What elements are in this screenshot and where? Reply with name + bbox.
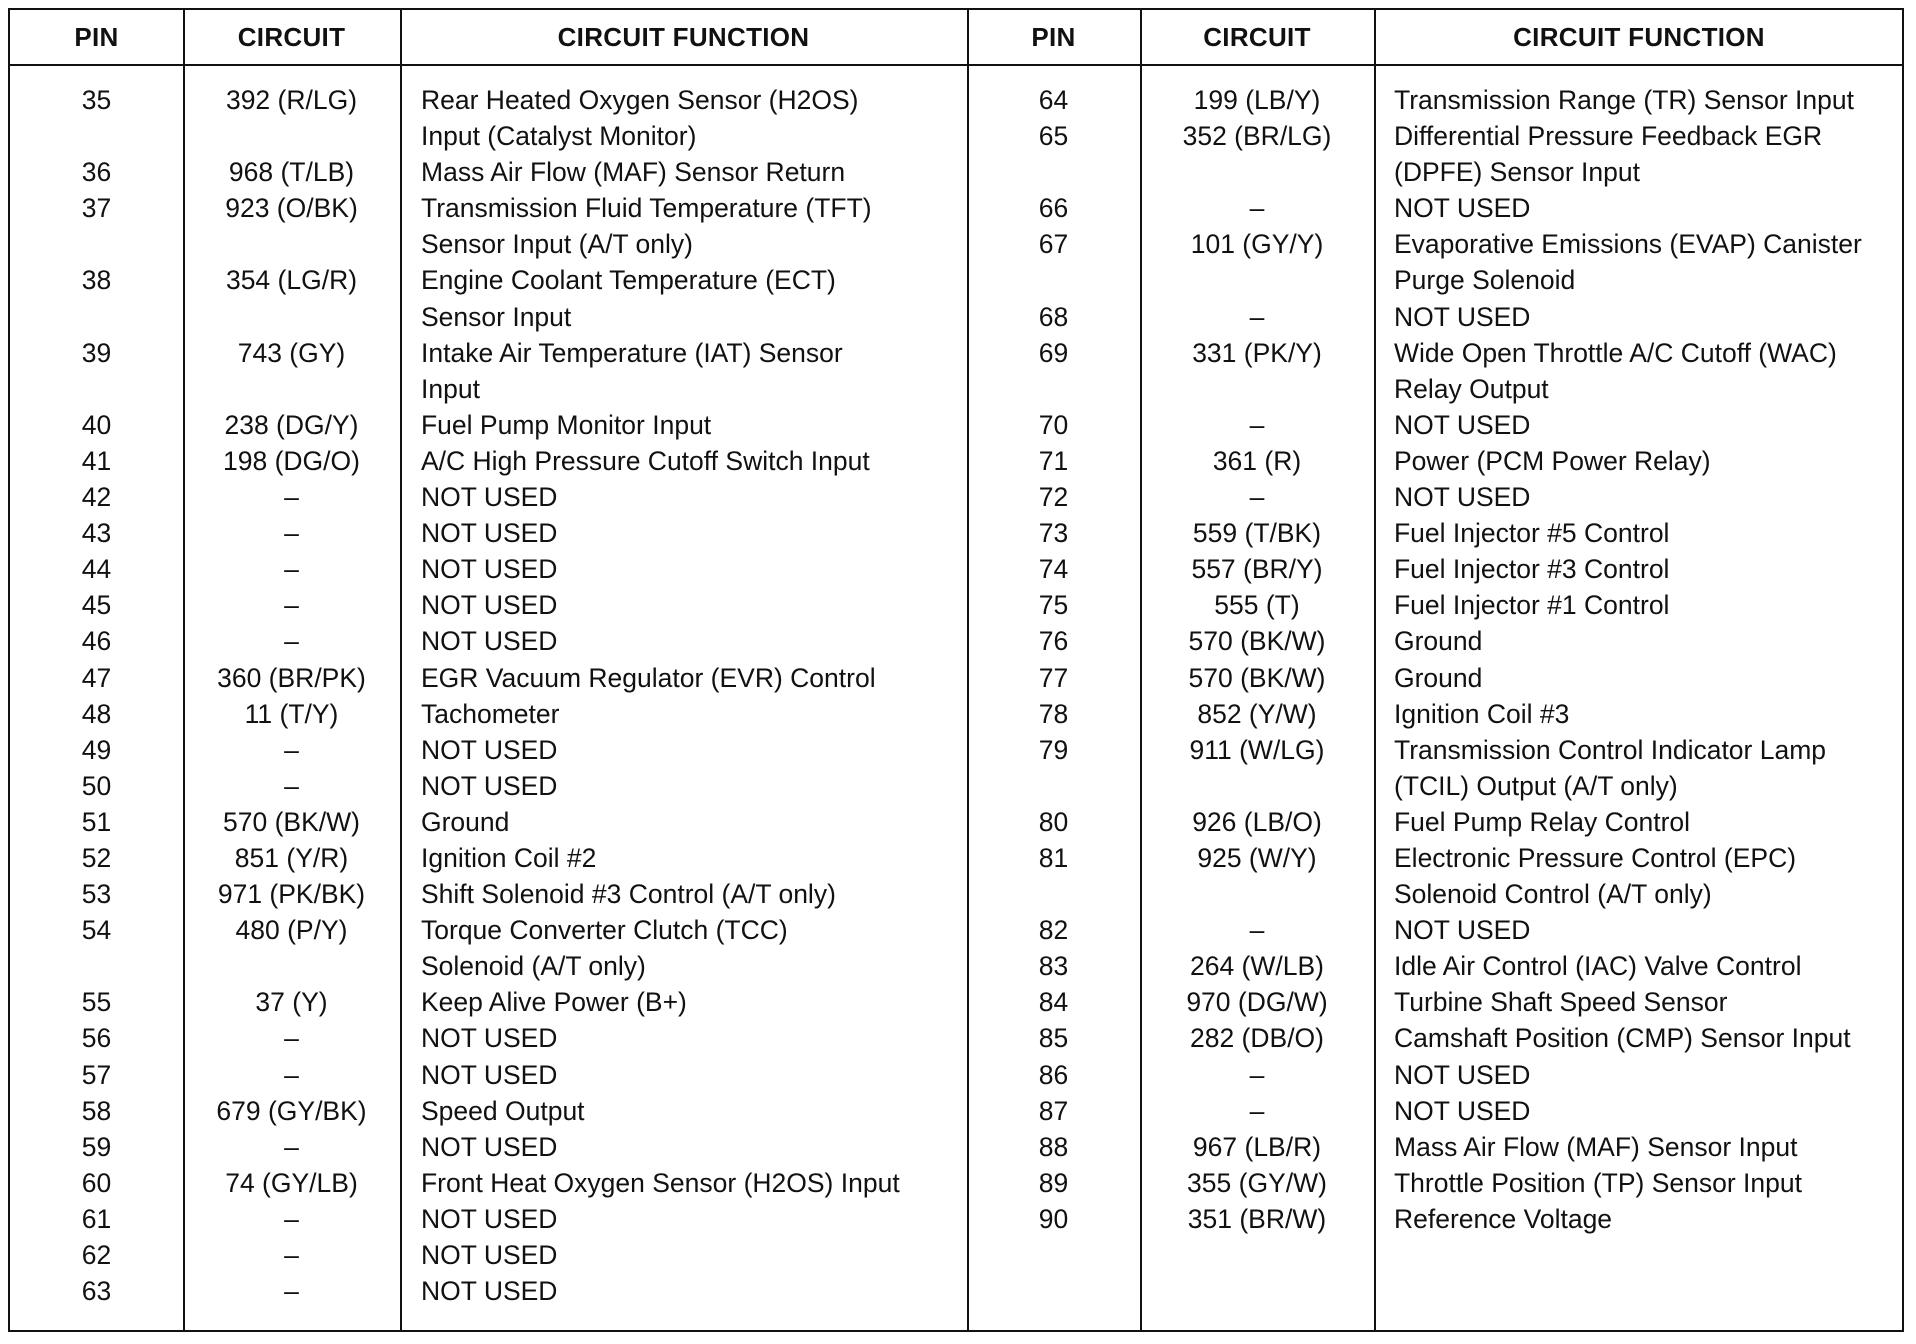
function-line: NOT USED: [1394, 1059, 1531, 1090]
pin-cell: 79: [1038, 734, 1069, 765]
pin-cell: [10, 371, 183, 407]
pin-cell: 68: [1038, 301, 1069, 332]
circuit-cell: –: [1249, 915, 1265, 946]
function-line: Torque Converter Clutch (TCC): [421, 915, 788, 946]
pin-cell: 82: [1038, 915, 1069, 946]
circuit-cell: 852 (Y/W): [1197, 698, 1317, 729]
circuit-cell: 480 (P/Y): [235, 915, 348, 946]
circuit-cell: –: [284, 590, 299, 621]
circuit-cell: –: [1249, 1059, 1265, 1090]
left-pin-column: [10, 82, 183, 1309]
pin-cell: 42: [81, 482, 112, 513]
function-line: Front Heat Oxygen Sensor (H2OS) Input: [421, 1167, 900, 1198]
circuit-cell: 743 (GY): [237, 337, 346, 368]
function-line: Mass Air Flow (MAF) Sensor Return: [421, 157, 846, 188]
function-line: Idle Air Control (IAC) Valve Control: [1394, 951, 1802, 982]
header-pin-right: PIN: [1031, 21, 1076, 52]
function-line: Electronic Pressure Control (EPC): [1394, 842, 1797, 873]
circuit-cell: 968 (T/LB): [228, 157, 355, 188]
pin-cell: 36: [81, 157, 112, 188]
function-line: NOT USED: [421, 1131, 558, 1162]
pin-cell: 63: [81, 1276, 112, 1307]
function-line: Ignition Coil #3: [1394, 698, 1570, 729]
function-line: Sensor Input: [421, 301, 572, 332]
pin-cell: 77: [1038, 662, 1069, 693]
function-line: Fuel Injector #1 Control: [1394, 590, 1670, 621]
function-line: Ground: [421, 806, 510, 837]
circuit-cell: 970 (DG/W): [1186, 987, 1328, 1018]
function-line: NOT USED: [421, 1023, 558, 1054]
header-circuit-right: CIRCUIT: [1203, 21, 1311, 52]
pin-cell: 71: [1038, 445, 1069, 476]
pin-cell: 40: [81, 409, 112, 440]
pin-cell: 52: [81, 842, 112, 873]
left-function-column: [421, 82, 961, 1309]
header-pin-left: PIN: [74, 21, 119, 52]
pin-cell: 50: [81, 770, 112, 801]
pin-cell: 83: [1038, 951, 1069, 982]
function-line: Ground: [1394, 626, 1483, 657]
circuit-cell: 557 (BR/Y): [1191, 554, 1323, 585]
function-line: (DPFE) Sensor Input: [1394, 157, 1640, 188]
pin-cell: [967, 154, 1140, 190]
circuit-cell: 199 (LB/Y): [1193, 85, 1321, 115]
circuit-cell: –: [284, 482, 299, 513]
pin-cell: 59: [81, 1131, 112, 1162]
circuit-cell: 331 (PK/Y): [1192, 337, 1322, 368]
circuit-cell: 570 (BK/W): [223, 806, 360, 837]
function-line: Transmission Range (TR) Sensor Input: [1394, 85, 1854, 115]
pin-cell: 67: [1038, 229, 1069, 260]
circuit-cell: 238 (DG/Y): [224, 409, 359, 440]
function-line: (TCIL) Output (A/T only): [1394, 770, 1678, 801]
pin-cell: 43: [81, 518, 112, 549]
function-line: Input: [421, 373, 480, 404]
function-line: NOT USED: [421, 626, 558, 657]
function-line: NOT USED: [1394, 482, 1531, 513]
circuit-cell: 679 (GY/BK): [216, 1095, 367, 1126]
circuit-cell: [1140, 154, 1374, 190]
pin-cell: 74: [1038, 554, 1069, 585]
circuit-cell: 37 (Y): [255, 987, 328, 1018]
circuit-cell: –: [284, 1059, 299, 1090]
pin-cell: [967, 768, 1140, 804]
circuit-cell: –: [1249, 1095, 1265, 1126]
pin-cell: 46: [81, 626, 112, 657]
function-line: Fuel Pump Monitor Input: [421, 409, 712, 440]
pin-cell: 64: [1038, 85, 1069, 115]
circuit-cell: 971 (PK/BK): [217, 879, 366, 910]
circuit-cell: 570 (BK/W): [1188, 626, 1326, 657]
function-line: NOT USED: [1394, 301, 1531, 332]
pin-cell: [10, 118, 183, 154]
pin-cell: 76: [1038, 626, 1069, 657]
circuit-cell: 926 (LB/O): [1192, 806, 1322, 837]
function-line: Shift Solenoid #3 Control (A/T only): [421, 879, 836, 910]
pin-cell: 65: [1038, 121, 1069, 152]
pin-cell: 51: [81, 806, 112, 837]
pin-cell: 49: [81, 734, 112, 765]
circuit-cell: 911 (W/LG): [1189, 734, 1325, 765]
pin-cell: 69: [1038, 337, 1069, 368]
function-line: Turbine Shaft Speed Sensor: [1394, 987, 1728, 1018]
function-line: NOT USED: [421, 554, 558, 585]
function-line: EGR Vacuum Regulator (EVR) Control: [421, 662, 876, 693]
pin-cell: [10, 226, 183, 262]
circuit-cell: 360 (BR/PK): [217, 662, 366, 693]
pin-cell: 88: [1038, 1131, 1069, 1162]
header-function-right: CIRCUIT FUNCTION: [1513, 21, 1765, 52]
circuit-cell: –: [284, 1131, 299, 1162]
pin-cell: 44: [81, 554, 112, 585]
pin-cell: 39: [81, 337, 112, 368]
pin-cell: 80: [1038, 806, 1069, 837]
pin-cell: 61: [81, 1203, 112, 1234]
circuit-cell: –: [1249, 301, 1265, 332]
pin-cell: 87: [1038, 1095, 1069, 1126]
pin-cell: 45: [81, 590, 112, 621]
circuit-cell: [183, 299, 400, 335]
pin-cell: 56: [81, 1023, 112, 1054]
function-line: Rear Heated Oxygen Sensor (H2OS): [421, 85, 859, 115]
pin-cell: 73: [1038, 518, 1069, 549]
circuit-cell: 555 (T): [1214, 590, 1300, 621]
pin-cell: 78: [1038, 698, 1069, 729]
function-line: NOT USED: [421, 1240, 558, 1270]
function-line: Transmission Fluid Temperature (TFT): [421, 193, 872, 224]
function-line: Engine Coolant Temperature (ECT): [421, 265, 836, 296]
divider-circuit-function-left: [400, 10, 402, 1330]
circuit-cell: 11 (T/Y): [244, 698, 339, 729]
pin-cell: 84: [1038, 987, 1069, 1018]
circuit-cell: 361 (R): [1212, 445, 1302, 476]
function-line: Reference Voltage: [1394, 1203, 1613, 1234]
pin-cell: 55: [81, 987, 112, 1018]
pin-cell: 85: [1038, 1023, 1069, 1054]
function-line: NOT USED: [1394, 409, 1531, 440]
pin-cell: [10, 299, 183, 335]
circuit-cell: 198 (DG/O): [223, 445, 360, 476]
circuit-cell: [1140, 768, 1374, 804]
circuit-cell: 101 (GY/Y): [1190, 229, 1324, 260]
circuit-cell: [183, 226, 400, 262]
pin-cell: 70: [1038, 409, 1069, 440]
function-line: NOT USED: [421, 1059, 558, 1090]
circuit-cell: –: [284, 1276, 299, 1307]
circuit-cell: –: [284, 1023, 299, 1054]
circuit-cell: [1140, 876, 1374, 912]
pin-cell: [967, 262, 1140, 298]
pin-cell: 62: [81, 1240, 112, 1270]
function-line: Relay Output: [1394, 373, 1549, 404]
function-line: Fuel Injector #5 Control: [1394, 518, 1670, 549]
function-line: Solenoid (A/T only): [421, 951, 646, 982]
circuit-cell: –: [1249, 482, 1265, 513]
function-line: Fuel Pump Relay Control: [1394, 806, 1691, 837]
circuit-cell: –: [284, 770, 299, 801]
function-line: NOT USED: [421, 734, 558, 765]
pin-cell: 58: [81, 1095, 112, 1126]
circuit-cell: 559 (T/BK): [1192, 518, 1322, 549]
right-function-column: [1394, 82, 1899, 1237]
function-line: Fuel Injector #3 Control: [1394, 554, 1670, 585]
circuit-cell: [183, 118, 400, 154]
pin-cell: 48: [81, 698, 112, 729]
divider-circuit-function-right: [1374, 10, 1376, 1330]
function-line: NOT USED: [1394, 193, 1531, 224]
function-line: Tachometer: [421, 698, 560, 729]
function-line: Purge Solenoid: [1394, 265, 1576, 296]
circuit-cell: [183, 371, 400, 407]
pin-cell: 47: [81, 662, 112, 693]
function-line: Sensor Input (A/T only): [421, 229, 694, 260]
circuit-cell: 264 (W/LB): [1189, 951, 1324, 982]
function-line: Wide Open Throttle A/C Cutoff (WAC): [1394, 337, 1837, 368]
circuit-cell: 923 (O/BK): [225, 193, 358, 224]
circuit-cell: 925 (W/Y): [1197, 842, 1317, 873]
function-line: Differential Pressure Feedback EGR: [1394, 121, 1823, 152]
circuit-cell: 355 (GY/W): [1187, 1167, 1327, 1198]
function-line: Camshaft Position (CMP) Sensor Input: [1394, 1023, 1851, 1054]
right-circuit-column: [1140, 82, 1374, 1237]
pin-cell: 57: [81, 1059, 112, 1090]
pin-cell: 90: [1038, 1203, 1069, 1234]
circuit-cell: –: [284, 626, 299, 657]
pin-cell: 37: [81, 193, 112, 224]
circuit-cell: [1140, 262, 1374, 298]
left-circuit-column: [183, 82, 400, 1309]
function-line: Speed Output: [421, 1095, 585, 1126]
header-circuit-left: CIRCUIT: [237, 21, 346, 52]
circuit-cell: [1140, 371, 1374, 407]
pin-cell: 35: [81, 85, 112, 115]
function-line: Evaporative Emissions (EVAP) Canister: [1394, 229, 1862, 260]
circuit-cell: 392 (R/LG): [225, 85, 358, 115]
circuit-cell: –: [1249, 193, 1265, 224]
circuit-cell: 967 (LB/R): [1192, 1131, 1322, 1162]
function-line: NOT USED: [421, 518, 558, 549]
circuit-cell: 74 (GY/LB): [225, 1167, 358, 1198]
circuit-cell: –: [284, 518, 299, 549]
function-line: Power (PCM Power Relay): [1394, 445, 1711, 476]
circuit-cell: –: [284, 554, 299, 585]
circuit-cell: 352 (BR/LG): [1182, 121, 1332, 152]
function-line: Throttle Position (TP) Sensor Input: [1394, 1167, 1802, 1198]
function-line: NOT USED: [421, 1203, 558, 1234]
function-line: NOT USED: [1394, 915, 1531, 946]
function-line: Ground: [1394, 662, 1483, 693]
function-line: Mass Air Flow (MAF) Sensor Input: [1394, 1131, 1798, 1162]
function-line: NOT USED: [421, 770, 558, 801]
circuit-cell: –: [284, 1240, 299, 1270]
header-rule: [10, 64, 1902, 66]
circuit-cell: 570 (BK/W): [1188, 662, 1326, 693]
right-pin-column: [967, 82, 1140, 1237]
pin-cell: 89: [1038, 1167, 1069, 1198]
pin-table: [8, 8, 1904, 1332]
function-line: NOT USED: [1394, 1095, 1531, 1126]
pin-cell: 54: [81, 915, 112, 946]
function-line: NOT USED: [421, 1276, 558, 1307]
circuit-cell: –: [284, 1203, 299, 1234]
pin-cell: 41: [81, 445, 112, 476]
pin-cell: [967, 371, 1140, 407]
pin-cell: 53: [81, 879, 112, 910]
header-function-left: CIRCUIT FUNCTION: [557, 21, 810, 52]
function-line: Ignition Coil #2: [421, 842, 597, 873]
pin-cell: 60: [81, 1167, 112, 1198]
function-line: Input (Catalyst Monitor): [421, 121, 697, 152]
function-line: Keep Alive Power (B+): [421, 987, 687, 1018]
function-line: Intake Air Temperature (IAT) Sensor: [421, 337, 843, 368]
pin-cell: 38: [81, 265, 112, 296]
circuit-cell: 282 (DB/O): [1189, 1023, 1324, 1054]
function-line: NOT USED: [421, 482, 558, 513]
pin-cell: 72: [1038, 482, 1069, 513]
circuit-cell: 354 (LG/R): [225, 265, 358, 296]
circuit-cell: 351 (BR/W): [1187, 1203, 1327, 1234]
function-line: Solenoid Control (A/T only): [1394, 879, 1712, 910]
circuit-cell: –: [284, 734, 299, 765]
pin-cell: [967, 876, 1140, 912]
circuit-cell: [183, 948, 400, 984]
pin-cell: 86: [1038, 1059, 1069, 1090]
pin-cell: [10, 948, 183, 984]
circuit-cell: 851 (Y/R): [234, 842, 349, 873]
pin-cell: 81: [1038, 842, 1069, 873]
function-line: A/C High Pressure Cutoff Switch Input: [421, 445, 870, 476]
pin-cell: 66: [1038, 193, 1069, 224]
function-line: NOT USED: [421, 590, 558, 621]
function-line: Transmission Control Indicator Lamp: [1394, 734, 1827, 765]
circuit-cell: –: [1249, 409, 1265, 440]
pin-cell: 75: [1038, 590, 1069, 621]
